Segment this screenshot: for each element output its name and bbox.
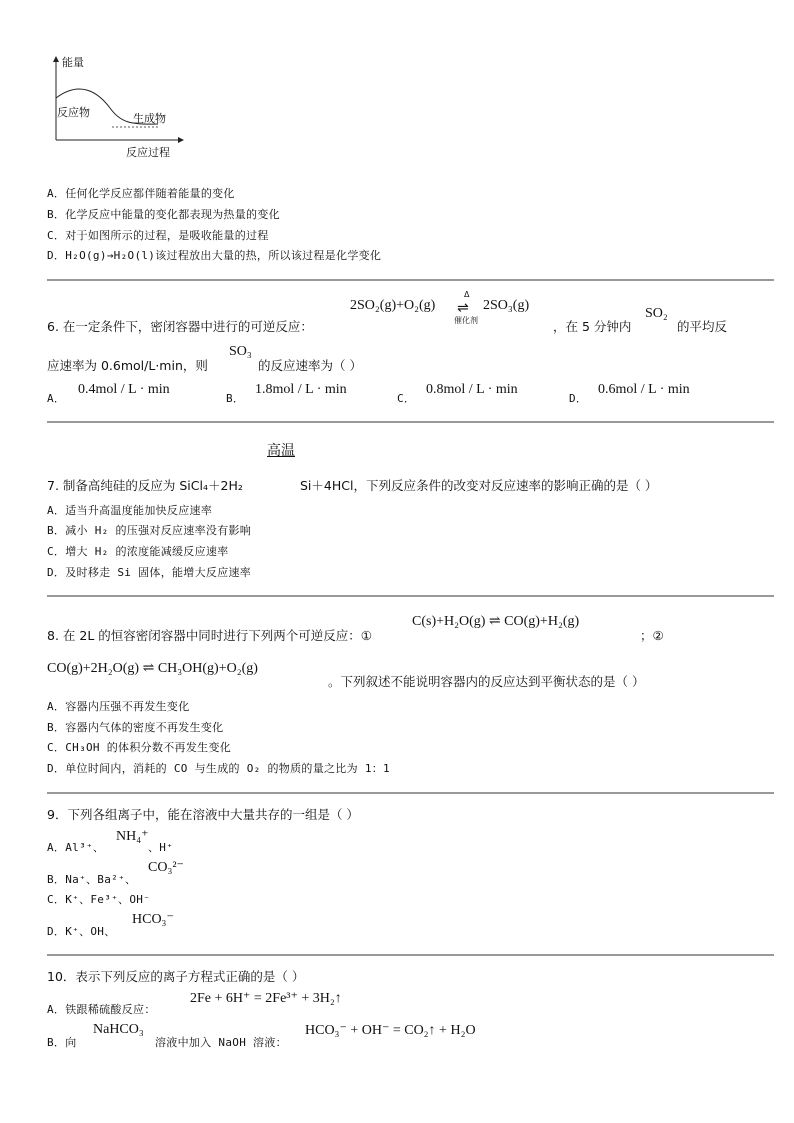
- q8-option-b: B．容器内气体的密度不再发生变化: [47, 721, 224, 734]
- q8-stem-a: 8. 在 2L 的恒容密闭容器中同时进行下列两个可逆反应：①: [47, 628, 372, 643]
- x-axis-label: 反应过程: [126, 146, 170, 159]
- q6-option-c-value: 0.8mol / L · min: [426, 382, 518, 397]
- divider: [47, 595, 774, 597]
- q8-equation-2: CO(g)+2H₂O(g) ⇌ CH₃OH(g)+O₂(g): [47, 661, 258, 676]
- q10-option-b-equation: HCO₃⁻ + OH⁻ = CO₂↑ + H₂O: [305, 1023, 476, 1038]
- q6-option-b-letter: B．: [226, 392, 245, 405]
- q6-option-d-value: 0.6mol / L · min: [598, 382, 690, 397]
- q6-stem-part2: ，在 5 分钟内: [553, 319, 632, 334]
- q6-option-b-value: 1.8mol / L · min: [255, 382, 347, 397]
- q6-stem-line2a: 应速率为 0.6mol/L·min，则: [47, 358, 208, 373]
- q6-eq-above: Δ: [464, 290, 470, 299]
- q8-stem-c: 。下列叙述不能说明容器内的反应达到平衡状态的是（ ）: [328, 674, 645, 689]
- q6-option-a-letter: A．: [47, 392, 66, 405]
- q7-option-d: D．及时移走 Si 固体，能增大反应速率: [47, 566, 252, 579]
- q9-option-c-text: C．K⁺、Fe³⁺、OH⁻: [47, 893, 151, 906]
- q6-option-a-value: 0.4mol / L · min: [78, 382, 170, 397]
- q5-option-c: C．对于如图所示的过程，是吸收能量的过程: [47, 229, 269, 242]
- q9-option-d-formula: HCO₃⁻: [132, 912, 174, 927]
- divider: [47, 792, 774, 794]
- divider: [47, 421, 774, 423]
- reactant-label: 反应物: [57, 106, 90, 119]
- q10-stem: 10．表示下列反应的离子方程式正确的是（ ）: [47, 969, 305, 984]
- q7-option-a: A．适当升高温度能加快反应速率: [47, 504, 213, 517]
- divider: [47, 954, 774, 956]
- q9-option-d-text: D．K⁺、OH、: [47, 925, 116, 938]
- q10-option-b-formula: NaHCO₃: [93, 1022, 144, 1037]
- q7-condition: 高温: [267, 443, 295, 459]
- q6-stem-line2b: 的反应速率为（ ）: [258, 358, 362, 373]
- q10-option-a-text: A．铁跟稀硫酸反应：: [47, 1003, 156, 1016]
- q9-option-a-formula: NH₄⁺: [116, 829, 149, 844]
- q6-so3: SO₃: [229, 344, 252, 359]
- product-label: 生成物: [133, 112, 166, 125]
- q6-eq-below: 催化剂: [454, 316, 478, 325]
- q8-option-d: D．单位时间内，消耗的 CO 与生成的 O₂ 的物质的量之比为 1：1: [47, 762, 390, 775]
- divider: [47, 279, 774, 281]
- q8-option-a: A．容器内压强不再发生变化: [47, 700, 190, 713]
- q7-option-b: B．减小 H₂ 的压强对反应速率没有影响: [47, 524, 252, 537]
- q8-option-c: C．CH₃OH 的体积分数不再发生变化: [47, 741, 232, 754]
- q6-option-c-letter: C．: [397, 392, 416, 405]
- q5-option-b: B．化学反应中能量的变化都表现为热量的变化: [47, 208, 280, 221]
- q8-stem-b: ；②: [640, 628, 664, 643]
- reversible-arrow-icon: ⇌: [457, 300, 469, 316]
- q7-stem-a: 7. 制备高纯硅的反应为 SiCl₄＋2H₂: [47, 478, 243, 493]
- q10-option-a-equation: 2Fe + 6H⁺ = 2Fe³⁺ + 3H₂↑: [190, 991, 342, 1006]
- y-axis-label: 能量: [62, 56, 84, 69]
- q6-stem-part3: 的平均反: [677, 319, 728, 334]
- q8-equation-1: C(s)+H₂O(g) ⇌ CO(g)+H₂(g): [412, 614, 580, 629]
- q9-stem: 9．下列各组离子中，能在溶液中大量共存的一组是（ ）: [47, 807, 359, 822]
- q6-eq-right: 2SO₃(g): [483, 298, 530, 313]
- q7-stem-b: Si＋4HCl，下列反应条件的改变对反应速率的影响正确的是（ ）: [300, 478, 658, 493]
- q7-option-c: C．增大 H₂ 的浓度能减缓反应速率: [47, 545, 229, 558]
- q6-option-d-letter: D．: [569, 392, 588, 405]
- q9-option-b-formula: CO₃²⁻: [148, 860, 184, 875]
- q5-option-d: D．H₂O(g)→H₂O(l)该过程放出大量的热，所以该过程是化学变化: [47, 249, 382, 262]
- q9-option-b-text: B．Na⁺、Ba²⁺、: [47, 873, 137, 886]
- q9-option-a-tail: 、H⁺: [148, 841, 174, 854]
- q10-option-b-text2: 溶液中加入 NaOH 溶液：: [155, 1036, 287, 1049]
- energy-diagram: [40, 52, 190, 162]
- q6-stem-part1: 6. 在一定条件下，密闭容器中进行的可逆反应：: [47, 319, 313, 334]
- q6-equation: [350, 290, 550, 330]
- q10-option-b-text1: B．向: [47, 1036, 77, 1049]
- q5-option-a: A．任何化学反应都伴随着能量的变化: [47, 187, 235, 200]
- q9-option-a-text: A．Al³⁺、: [47, 841, 105, 854]
- q6-eq-left: 2SO₂(g)+O₂(g): [350, 298, 436, 313]
- q6-so2: SO₂: [645, 306, 668, 321]
